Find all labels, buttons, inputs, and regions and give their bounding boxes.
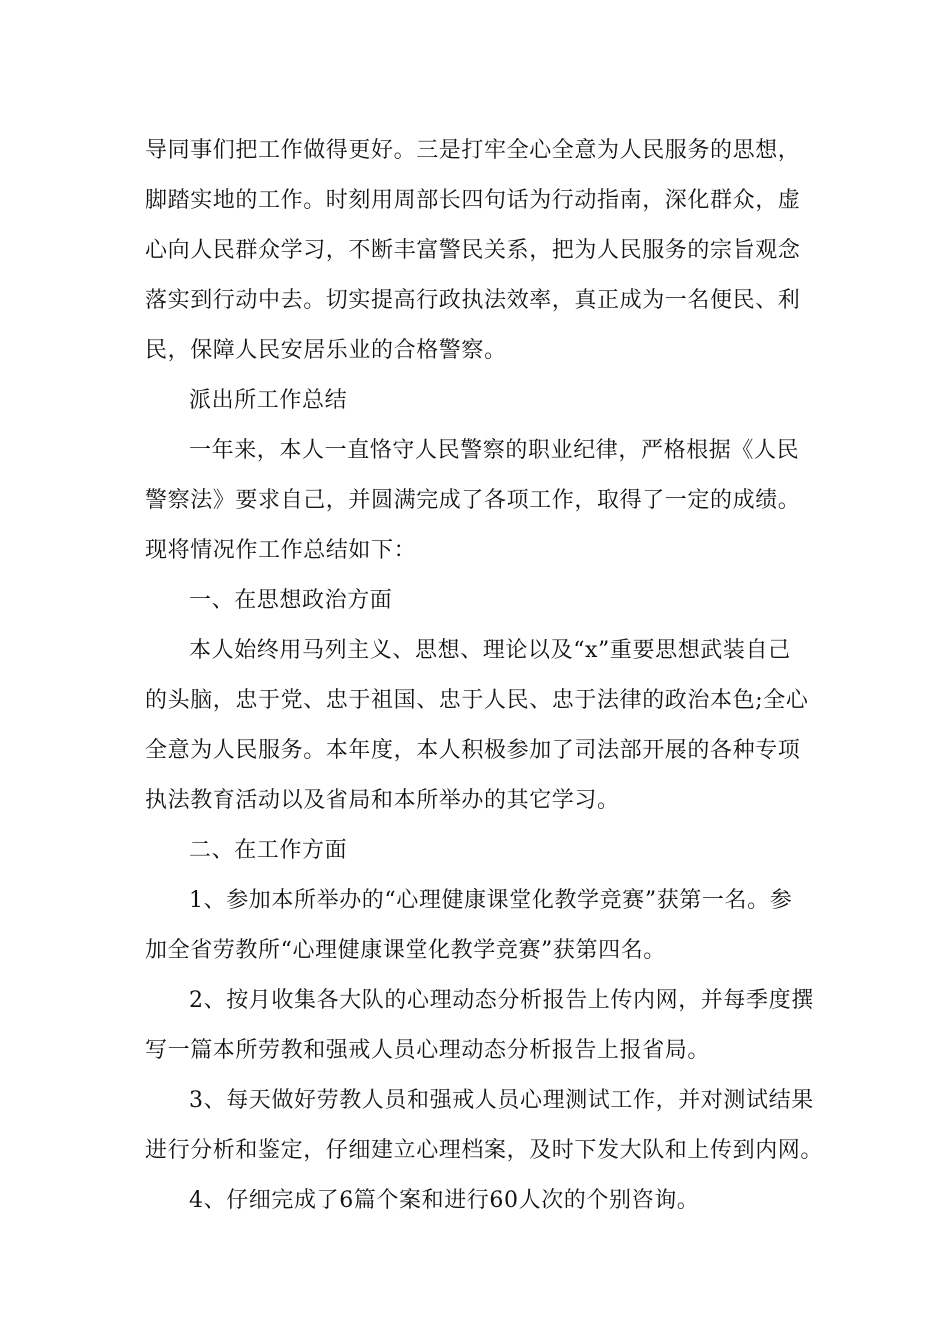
text-line: 加全省劳教所“心理健康课堂化教学竞赛”获第四名。 — [145, 938, 666, 963]
text-line: 写一篇本所劳教和强戒人员心理动态分析报告上报省局。 — [145, 1038, 711, 1063]
text-line: 执法教育活动以及省局和本所举办的其它学习。 — [145, 788, 620, 813]
text-line: 民，保障人民安居乐业的合格警察。 — [145, 338, 507, 363]
section-heading-summary-title — [145, 376, 810, 426]
document-body — [145, 126, 824, 1226]
list-item-3 — [145, 1076, 824, 1176]
text-line: 落实到行动中去。切实提高行政执法效率，真正成为一名便民、利 — [145, 288, 801, 313]
section-heading-political — [145, 576, 810, 626]
text-line: 警察法》要求自己，并圆满完成了各项工作，取得了一定的成绩。 — [145, 488, 801, 513]
list-item-1 — [145, 876, 810, 976]
section-heading-work — [145, 826, 810, 876]
text-line: 脚踏实地的工作。时刻用周部长四句话为行动指南，深化群众，虚 — [145, 188, 801, 213]
text-line: 2、按月收集各大队的心理动态分析报告上传内网，并每季度撰 — [189, 988, 814, 1013]
text-line: 心向人民群众学习，不断丰富警民关系，把为人民服务的宗旨观念 — [145, 238, 801, 263]
text-line: 1、参加本所举办的“心理健康课堂化教学竞赛”获第一名。参 — [189, 888, 793, 913]
text-line: 的头脑，忠于党、忠于祖国、忠于人民、忠于法律的政治本色;全心 — [145, 688, 809, 713]
text-line: 导同事们把工作做得更好。三是打牢全心全意为人民服务的思想， — [145, 138, 801, 163]
text-line: 全意为人民服务。本年度，本人积极参加了司法部开展的各种专项 — [145, 738, 801, 763]
text-line: 4、仔细完成了6篇个案和进行60人次的个别咨询。 — [189, 1188, 700, 1213]
text-line: 3、每天做好劳教人员和强戒人员心理测试工作，并对测试结果 — [189, 1088, 814, 1113]
paragraph-service-thought — [145, 126, 810, 376]
paragraph-political — [145, 626, 810, 826]
paragraph-intro — [145, 426, 810, 576]
text-line: 派出所工作总结 — [189, 388, 348, 413]
text-line: 现将情况作工作总结如下： — [145, 538, 417, 563]
text-line: 二、在工作方面 — [189, 838, 348, 863]
text-line: 本人始终用马列主义、思想、理论以及“x”重要思想武装自己 — [189, 638, 791, 663]
text-line: 进行分析和鉴定，仔细建立心理档案，及时下发大队和上传到内网。 — [145, 1138, 824, 1163]
text-line: 一、在思想政治方面 — [189, 588, 393, 613]
text-line: 一年来，本人一直恪守人民警察的职业纪律，严格根据《人民 — [189, 438, 800, 463]
list-item-4 — [145, 1176, 810, 1226]
list-item-2 — [145, 976, 814, 1076]
